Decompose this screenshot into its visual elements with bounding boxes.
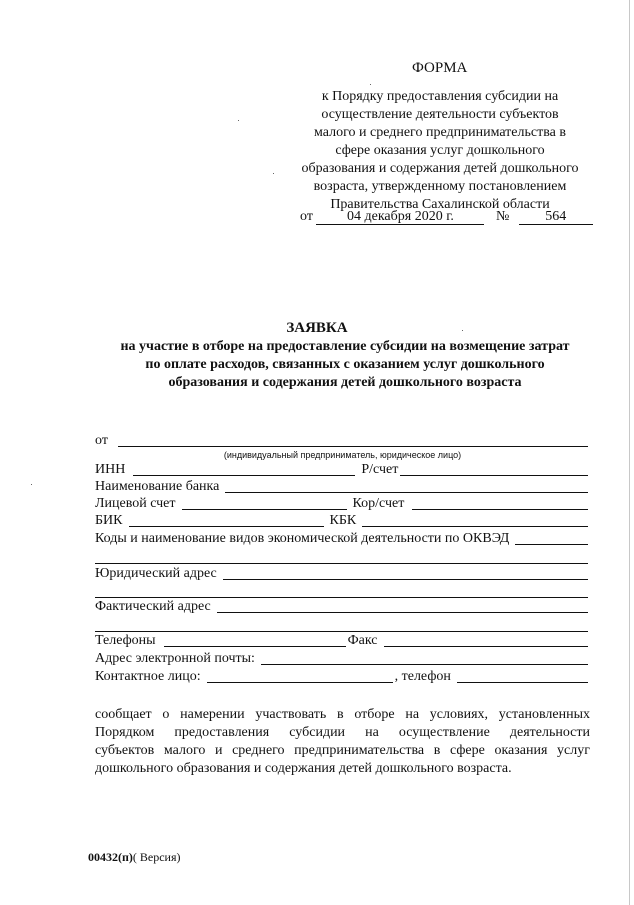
scan-edge-line xyxy=(629,0,630,905)
rs-label: Р/счет xyxy=(361,462,399,477)
ks-field[interactable] xyxy=(412,497,588,510)
legal-address-row xyxy=(95,566,590,582)
resolution-date-line xyxy=(300,209,593,225)
actual-address-line[interactable] xyxy=(95,631,588,632)
document-code: 00432(п) xyxy=(88,850,133,864)
applicant-row xyxy=(95,433,590,449)
applicant-field[interactable] xyxy=(118,434,588,447)
scan-speck xyxy=(273,173,274,174)
okved-label: Коды и наименование видов экономической деятельности по ОКВЭД xyxy=(95,531,510,546)
from-label: от xyxy=(95,433,108,448)
rs-field[interactable] xyxy=(400,463,588,476)
header-line: Правительства Сахалинской области xyxy=(330,197,550,212)
header-line: образования и содержания детей дошкольного xyxy=(301,161,579,176)
phones-field[interactable] xyxy=(164,634,346,647)
ls-field[interactable] xyxy=(182,497,347,510)
ls-label: Лицевой счет xyxy=(95,496,176,511)
contact-row xyxy=(95,669,590,685)
date-prefix: от xyxy=(300,209,313,224)
scan-speck xyxy=(31,484,32,485)
header-line: малого и среднего предпринимательства в xyxy=(314,125,566,140)
header-line: возраста, утвержденному постановлением xyxy=(313,179,567,194)
paragraph-line: сообщает о намерении участвовать в отборе на условиях, установленных xyxy=(95,707,590,722)
number-prefix: № xyxy=(495,209,510,224)
subtitle-line: на участие в отборе на предоставление субсидии на возмещение затрат xyxy=(120,339,570,354)
header-line: осуществление деятельности субъектов xyxy=(321,107,559,122)
phones-label: Телефоны xyxy=(95,633,156,648)
bik-label: БИК xyxy=(95,513,123,528)
phone-label: , телефон xyxy=(394,669,451,684)
document-subtitle xyxy=(95,338,595,392)
document-version: ( Версия) xyxy=(132,850,181,864)
document-title: ЗАЯВКА xyxy=(286,320,348,336)
intent-paragraph xyxy=(95,706,590,778)
okved-field-line[interactable] xyxy=(95,563,588,564)
okved-row xyxy=(95,531,590,547)
kbk-field[interactable] xyxy=(362,514,588,527)
resolution-number: 564 xyxy=(519,209,593,225)
fax-field[interactable] xyxy=(384,634,588,647)
paragraph-line: дошкольного образования и содержания детей дошкольного возраста. xyxy=(95,761,512,776)
footer xyxy=(88,850,181,865)
paragraph-line: Порядком предоставления субсидии на осуществление деятельности xyxy=(95,725,590,740)
actual-address-field[interactable] xyxy=(217,600,588,613)
contact-label: Контактное лицо: xyxy=(95,669,201,684)
subtitle-line: по оплате расходов, связанных с оказанием услуг дошкольного xyxy=(145,357,545,372)
header-line: сфере оказания услуг дошкольного xyxy=(335,143,545,158)
resolution-date: 04 декабря 2020 г. xyxy=(316,209,484,225)
scan-speck xyxy=(370,84,371,85)
bank-field[interactable] xyxy=(225,480,588,493)
legal-address-field[interactable] xyxy=(223,567,588,580)
subtitle-line: образования и содержания детей дошкольного возраста xyxy=(168,375,522,390)
bank-label: Наименование банка xyxy=(95,479,220,494)
paragraph-line: субъектов малого и среднего предпринимательства в сфере оказания услуг xyxy=(95,743,590,758)
fax-label: Факс xyxy=(347,633,378,648)
inn-label: ИНН xyxy=(95,462,126,477)
phones-row xyxy=(95,633,590,649)
ls-row xyxy=(95,496,590,512)
bik-field[interactable] xyxy=(129,514,324,527)
inn-field[interactable] xyxy=(133,463,355,476)
ks-label: Кор/счет xyxy=(352,496,405,511)
email-field[interactable] xyxy=(261,652,588,665)
legal-address-line[interactable] xyxy=(95,597,588,598)
bik-row xyxy=(95,513,590,529)
okved-field[interactable] xyxy=(515,532,588,545)
actual-address-label: Фактический адрес xyxy=(95,599,211,614)
contact-phone-field[interactable] xyxy=(457,670,588,683)
actual-address-row xyxy=(95,599,590,615)
form-header-block xyxy=(290,88,590,214)
header-line: к Порядку предоставления субсидии на xyxy=(321,89,559,104)
applicant-hint: (индивидуальный предприниматель, юридическое лицо) xyxy=(223,450,462,460)
legal-address-label: Юридический адрес xyxy=(95,566,217,581)
email-label: Адрес электронной почты: xyxy=(95,651,255,666)
scan-speck xyxy=(462,330,463,331)
contact-field[interactable] xyxy=(207,670,393,683)
bank-row xyxy=(95,479,590,495)
form-label: ФОРМА xyxy=(412,60,468,76)
inn-row xyxy=(95,462,590,478)
email-row xyxy=(95,651,590,667)
scan-speck xyxy=(238,120,239,121)
kbk-label: КБК xyxy=(329,513,357,528)
